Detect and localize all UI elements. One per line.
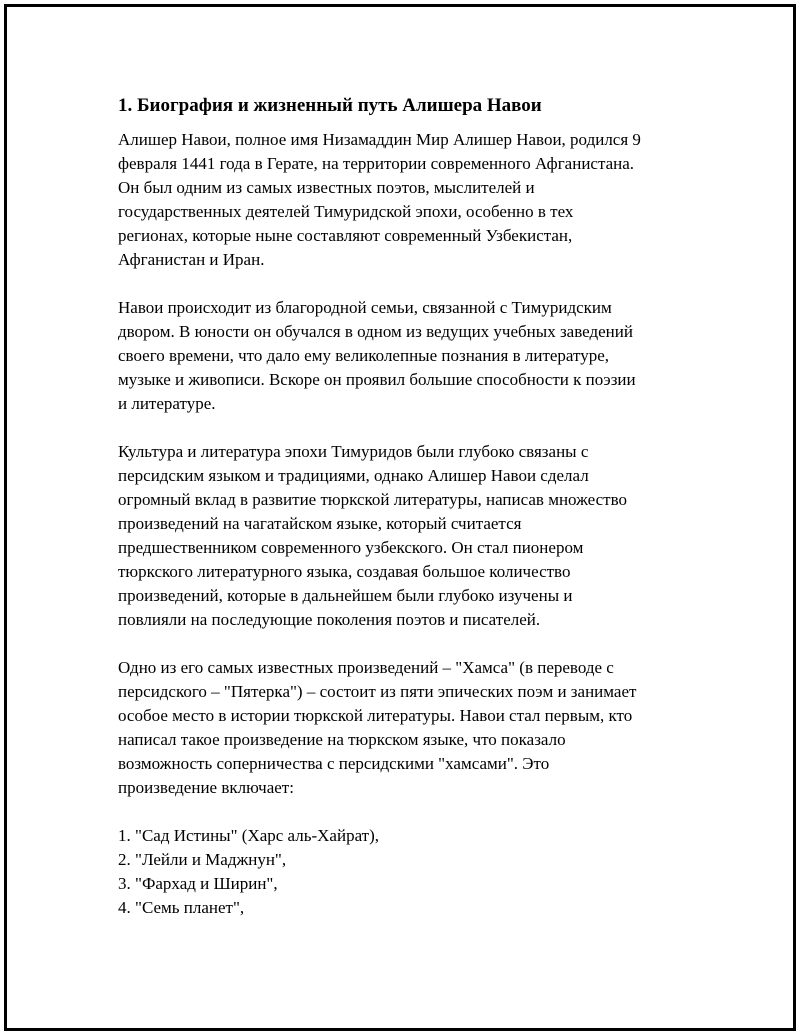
text-line: Он был одним из самых известных поэтов, мыслителей и [118,178,535,197]
paragraph-education [118,296,708,416]
text-line: огромный вклад в развитие тюркской литературы, написав множество [118,490,628,509]
text-line: произведений на чагатайском языке, который считается [118,514,522,533]
text-line: произведение включает: [118,778,294,797]
document-body [118,94,708,920]
text-line: государственных деятелей Тимуридской эпохи, особенно в тех [118,202,574,221]
text-line: своего времени, что дало ему великолепные познания в литературе, [118,346,610,365]
text-line: Навои происходит из благородной семьи, связанной с Тимуридским [118,298,612,317]
paragraph-birth [118,128,708,272]
text-line: особое место в истории тюркской литературы. Навои стал первым, кто [118,706,633,725]
text-line: персидским языком и традициями, однако Алишер Навои сделал [118,466,589,485]
text-line: персидского – "Пятерка") – состоит из пяти эпических поэм и занимает [118,682,637,701]
text-line: Афганистан и Иран. [118,250,265,269]
text-line: и литературе. [118,394,216,413]
works-list [118,824,708,920]
section-heading: 1. Биография и жизненный путь Алишера Навои [118,95,542,116]
text-line: двором. В юности он обучался в одном из ведущих учебных заведений [118,322,633,341]
paragraph-khamsa [118,656,708,800]
text-line: регионах, которые ныне составляют современный Узбекистан, [118,226,573,245]
text-line: тюркского литературного языка, создавая большое количество [118,562,571,581]
paragraph-culture [118,440,708,632]
list-item: 1. "Сад Истины" (Харс аль-Хайрат), [118,826,380,845]
list-item: 3. "Фархад и Ширин", [118,874,278,893]
text-line: Культура и литература эпохи Тимуридов были глубоко связаны с [118,442,589,461]
text-line: возможность соперничества с персидскими "хамсами". Это [118,754,550,773]
text-line: написал такое произведение на тюркском языке, что показало [118,730,566,749]
text-line: Алишер Навои, полное имя Низамаддин Мир Алишер Навои, родился 9 [118,130,641,149]
text-line: музыке и живописи. Вскоре он проявил большие способности к поэзии [118,370,636,389]
text-line: произведений, которые в дальнейшем были глубоко изучены и [118,586,573,605]
list-item: 2. "Лейли и Маджнун", [118,850,287,869]
list-item: 4. "Семь планет", [118,898,245,917]
text-line: Одно из его самых известных произведений – "Хамса" (в переводе с [118,658,614,677]
text-line: февраля 1441 года в Герате, на территории современного Афганистана. [118,154,635,173]
text-line: предшественником современного узбекского. Он стал пионером [118,538,584,557]
text-line: повлияли на последующие поколения поэтов и писателей. [118,610,541,629]
